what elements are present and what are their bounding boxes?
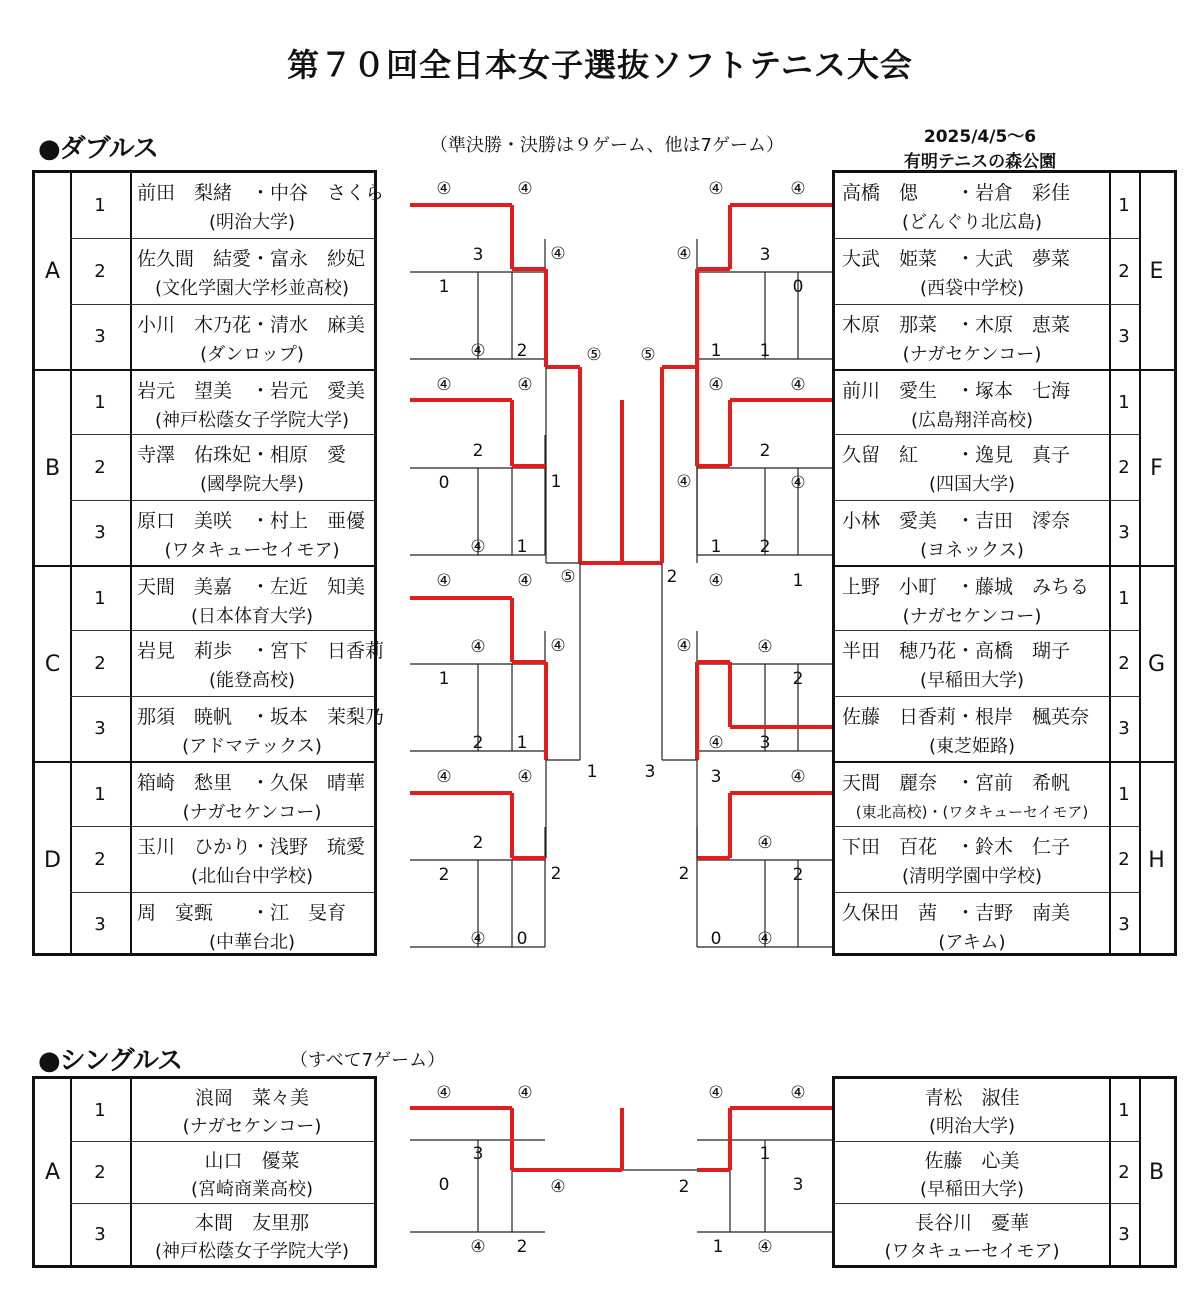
group-label: E bbox=[1149, 258, 1164, 284]
seed-number: 2 bbox=[1109, 238, 1139, 303]
score-label: 2 bbox=[472, 833, 484, 853]
player-names: 那須 暁帆 ・坂本 茉梨乃 bbox=[137, 705, 385, 728]
player-name: 山口 優菜 bbox=[204, 1150, 300, 1172]
score-label: 1 bbox=[550, 472, 562, 492]
group-label: D bbox=[35, 761, 70, 957]
player-name: 長谷川 憂華 bbox=[914, 1212, 1029, 1234]
team-name: (文化学園大学杉並高校) bbox=[154, 278, 350, 300]
score-label: 1 bbox=[516, 537, 528, 557]
score-label: ④ bbox=[436, 571, 452, 591]
score-label: ④ bbox=[470, 929, 486, 949]
score-label: ⑤ bbox=[640, 345, 656, 365]
doubles-heading: ●ダブルス bbox=[38, 134, 158, 164]
seed-number: 3 bbox=[70, 500, 130, 565]
player-names: 小林 愛美 ・吉田 澪奈 bbox=[842, 509, 1071, 532]
score-label: ⑤ bbox=[586, 345, 602, 365]
score-label: 3 bbox=[759, 245, 771, 265]
score-label: ④ bbox=[470, 537, 486, 557]
seed-number: 3 bbox=[70, 304, 130, 369]
score-label: ④ bbox=[436, 1083, 452, 1103]
team-name: (ナガセケンコー) bbox=[902, 606, 1042, 627]
team-name: (神戸松蔭女子学院大学) bbox=[154, 1241, 350, 1262]
score-label: 3 bbox=[710, 767, 722, 787]
team-name: (北仙台中学校) bbox=[190, 866, 314, 888]
seed-number: 3 bbox=[1109, 304, 1139, 369]
score-label: 3 bbox=[472, 1144, 484, 1164]
team-name: (ナガセケンコー) bbox=[182, 1116, 322, 1137]
score-label: ④ bbox=[676, 636, 692, 656]
group-label: F bbox=[1139, 369, 1174, 565]
score-label: ④ bbox=[757, 637, 773, 657]
page-title: 第７０回全日本女子選抜ソフトテニス大会 bbox=[287, 46, 913, 84]
score-label: 0 bbox=[792, 277, 804, 297]
score-label: ④ bbox=[517, 767, 533, 787]
seed-number: 2 bbox=[70, 630, 130, 695]
score-label: 1 bbox=[516, 733, 528, 753]
group-label: H bbox=[1139, 761, 1174, 957]
player-name: 佐藤 心美 bbox=[924, 1150, 1020, 1172]
score-label: 2 bbox=[472, 733, 484, 753]
player-names: 小川 木乃花・清水 麻美 bbox=[137, 313, 366, 336]
score-label: ④ bbox=[790, 375, 806, 395]
seed-number: 2 bbox=[1109, 434, 1139, 499]
seed-number: 2 bbox=[1109, 826, 1139, 891]
team-name: (清明学園中学校) bbox=[901, 866, 1043, 888]
score-label: 1 bbox=[759, 341, 771, 361]
seed-number: 2 bbox=[1109, 1141, 1139, 1203]
player-names: 前田 梨緒 ・中谷 さくら bbox=[137, 182, 385, 204]
score-label: 1 bbox=[710, 537, 722, 557]
singles-heading: ●シングルス bbox=[38, 1046, 182, 1076]
score-label: 2 bbox=[678, 864, 690, 884]
player-names: 大武 姫菜 ・大武 夢菜 bbox=[842, 248, 1071, 271]
score-label: ④ bbox=[757, 833, 773, 853]
score-label: ④ bbox=[550, 244, 566, 264]
player-names: 箱崎 愁里 ・久保 晴華 bbox=[137, 772, 366, 794]
player-name: 浪岡 菜々美 bbox=[194, 1087, 309, 1109]
team-name: (國學院大學) bbox=[199, 474, 305, 496]
seed-number: 1 bbox=[1118, 195, 1130, 217]
team-name: (西袋中学校) bbox=[919, 278, 1025, 300]
score-label: ④ bbox=[708, 375, 724, 395]
player-names: 天間 麗奈 ・宮前 希帆 bbox=[842, 772, 1071, 794]
team-name: (中華台北) bbox=[208, 931, 296, 953]
team-name: (早稲田大学) bbox=[919, 1179, 1025, 1200]
player-names: 原口 美咲 ・村上 亜優 bbox=[137, 509, 366, 532]
score-label: ④ bbox=[790, 1083, 806, 1103]
team-name: (四国大学) bbox=[928, 474, 1016, 496]
score-label: ④ bbox=[517, 179, 533, 199]
seed-number: 1 bbox=[1118, 1099, 1130, 1121]
seed-number: 1 bbox=[70, 565, 130, 630]
seed-number: 2 bbox=[70, 826, 130, 891]
seed-number: 3 bbox=[70, 1203, 130, 1265]
event-dates: 2025/4/5～6 bbox=[923, 127, 1037, 147]
team-name: (広島翔洋高校) bbox=[910, 410, 1034, 431]
score-label: ④ bbox=[550, 1177, 566, 1197]
team-name: (ナガセケンコー) bbox=[902, 343, 1042, 365]
score-label: 2 bbox=[666, 567, 678, 587]
score-label: 1 bbox=[438, 669, 450, 689]
player-names: 佐久間 結愛・富永 紗妃 bbox=[137, 248, 366, 271]
seed-number: 2 bbox=[70, 434, 130, 499]
team-name: (明治大学) bbox=[928, 1116, 1016, 1137]
seed-number: 2 bbox=[1109, 630, 1139, 695]
player-names: 久留 紅 ・逸見 真子 bbox=[842, 444, 1071, 467]
score-label: 2 bbox=[792, 669, 804, 689]
score-label: ④ bbox=[708, 179, 724, 199]
seed-number: 1 bbox=[1109, 369, 1139, 434]
score-label: 2 bbox=[472, 441, 484, 461]
group-label: A bbox=[44, 258, 61, 284]
seed-number: 1 bbox=[1109, 761, 1139, 826]
score-label: 0 bbox=[438, 473, 450, 493]
score-label: ④ bbox=[757, 1237, 773, 1257]
team-name: (明治大学) bbox=[208, 212, 296, 233]
score-label: ④ bbox=[470, 637, 486, 657]
team-name: (どんぐり北広島) bbox=[901, 212, 1043, 233]
group-label: B bbox=[35, 369, 70, 565]
player-names: 木原 那菜 ・木原 恵菜 bbox=[842, 313, 1071, 336]
group-label: G bbox=[1139, 565, 1174, 761]
team-name: (アキム) bbox=[938, 931, 1006, 953]
seed-number: 3 bbox=[70, 696, 130, 761]
seed-number: 2 bbox=[70, 1141, 130, 1203]
team-name: (ヨネックス) bbox=[920, 539, 1024, 561]
team-name: (ワタキューセイモア) bbox=[884, 1241, 1060, 1262]
score-label: ④ bbox=[436, 767, 452, 787]
seed-number: 3 bbox=[70, 892, 130, 957]
group-label: A bbox=[44, 1159, 61, 1185]
score-label: 2 bbox=[792, 865, 804, 885]
score-label: 1 bbox=[438, 277, 450, 297]
player-names: 岩見 莉歩 ・宮下 日香莉 bbox=[137, 640, 385, 663]
score-label: 1 bbox=[586, 762, 598, 782]
team-name: (日本体育大学) bbox=[190, 606, 314, 627]
group-label: C bbox=[35, 565, 70, 761]
score-label: 2 bbox=[759, 537, 771, 557]
player-name: 青松 淑佳 bbox=[924, 1087, 1020, 1109]
score-label: 0 bbox=[516, 929, 528, 949]
player-names: 玉川 ひかり・浅野 琉愛 bbox=[137, 836, 366, 859]
score-label: 2 bbox=[678, 1177, 690, 1197]
player-names: 上野 小町 ・藤城 みちる bbox=[842, 576, 1090, 598]
player-names: 岩元 望美 ・岩元 愛美 bbox=[137, 380, 366, 402]
team-name: (ワタキューセイモア) bbox=[164, 539, 340, 561]
score-label: 1 bbox=[759, 1144, 771, 1164]
score-label: 0 bbox=[710, 929, 722, 949]
score-label: 3 bbox=[472, 245, 484, 265]
score-label: 2 bbox=[438, 865, 450, 885]
score-label: ④ bbox=[757, 929, 773, 949]
seed-number: 1 bbox=[94, 195, 106, 217]
score-label: ④ bbox=[470, 1237, 486, 1257]
score-label: ④ bbox=[470, 341, 486, 361]
score-label: ④ bbox=[790, 179, 806, 199]
score-label: 3 bbox=[644, 762, 656, 782]
player-names: 半田 穂乃花・高橋 瑚子 bbox=[842, 640, 1071, 663]
score-label: 3 bbox=[759, 733, 771, 753]
player-names: 高橋 偲 ・岩倉 彩佳 bbox=[842, 182, 1071, 204]
score-label: ④ bbox=[436, 375, 452, 395]
singles-note: （すべて7ゲーム） bbox=[290, 1050, 446, 1071]
seed-number: 1 bbox=[1109, 565, 1139, 630]
score-label: 1 bbox=[712, 1237, 724, 1257]
team-name: (東芝姫路) bbox=[928, 735, 1016, 757]
player-names: 佐藤 日香莉・根岸 楓英奈 bbox=[842, 705, 1090, 728]
team-name: (能登高校) bbox=[208, 670, 296, 692]
score-label: ④ bbox=[708, 1083, 724, 1103]
score-label: ④ bbox=[550, 636, 566, 656]
group-label: B bbox=[1148, 1159, 1165, 1185]
event-venue: 有明テニスの森公園 bbox=[903, 152, 1057, 172]
score-label: ④ bbox=[790, 767, 806, 787]
score-label: ④ bbox=[517, 1083, 533, 1103]
team-name: (東北高校)・(ワタキューセイモア) bbox=[855, 803, 1089, 821]
seed-number: 1 bbox=[70, 369, 130, 434]
player-names: 下田 百花 ・鈴木 仁子 bbox=[842, 836, 1071, 859]
team-name: (アドマテックス) bbox=[182, 735, 322, 757]
score-label: 1 bbox=[792, 571, 804, 591]
score-label: ④ bbox=[517, 375, 533, 395]
score-label: ④ bbox=[517, 571, 533, 591]
score-label: 2 bbox=[759, 441, 771, 461]
doubles-note: （準決勝・決勝は９ゲーム、他は7ゲーム） bbox=[430, 135, 784, 156]
team-name: (宮崎商業高校) bbox=[190, 1179, 314, 1200]
seed-number: 3 bbox=[1109, 1203, 1139, 1265]
score-label: ④ bbox=[790, 473, 806, 493]
team-name: (ナガセケンコー) bbox=[182, 802, 322, 823]
player-names: 久保田 茜 ・吉野 南美 bbox=[842, 901, 1071, 924]
player-name: 本間 友里那 bbox=[194, 1212, 309, 1234]
seed-number: 3 bbox=[1109, 500, 1139, 565]
score-label: ④ bbox=[708, 571, 724, 591]
player-names: 天間 美嘉 ・左近 知美 bbox=[137, 576, 366, 598]
player-names: 寺澤 佑珠妃・相原 愛 bbox=[137, 444, 347, 467]
seed-number: 3 bbox=[1109, 696, 1139, 761]
score-label: ④ bbox=[676, 472, 692, 492]
seed-number: 2 bbox=[70, 238, 130, 303]
score-label: 1 bbox=[710, 341, 722, 361]
score-label: ⑤ bbox=[560, 567, 576, 587]
score-label: ④ bbox=[436, 179, 452, 199]
seed-number: 3 bbox=[1109, 892, 1139, 957]
team-name: (ダンロップ) bbox=[200, 343, 304, 365]
seed-number: 1 bbox=[70, 761, 130, 826]
seed-number: 1 bbox=[94, 1099, 106, 1121]
team-name: (早稲田大学) bbox=[919, 670, 1025, 692]
score-label: ④ bbox=[676, 244, 692, 264]
player-names: 周 宴甄 ・江 旻育 bbox=[137, 901, 347, 924]
score-label: 3 bbox=[792, 1175, 804, 1195]
player-names: 前川 愛生 ・塚本 七海 bbox=[842, 380, 1071, 402]
score-label: 2 bbox=[550, 864, 562, 884]
score-label: 0 bbox=[438, 1175, 450, 1195]
team-name: (神戸松蔭女子学院大学) bbox=[154, 410, 350, 431]
score-label: 2 bbox=[516, 1237, 528, 1257]
score-label: ④ bbox=[708, 733, 724, 753]
score-label: 2 bbox=[516, 341, 528, 361]
